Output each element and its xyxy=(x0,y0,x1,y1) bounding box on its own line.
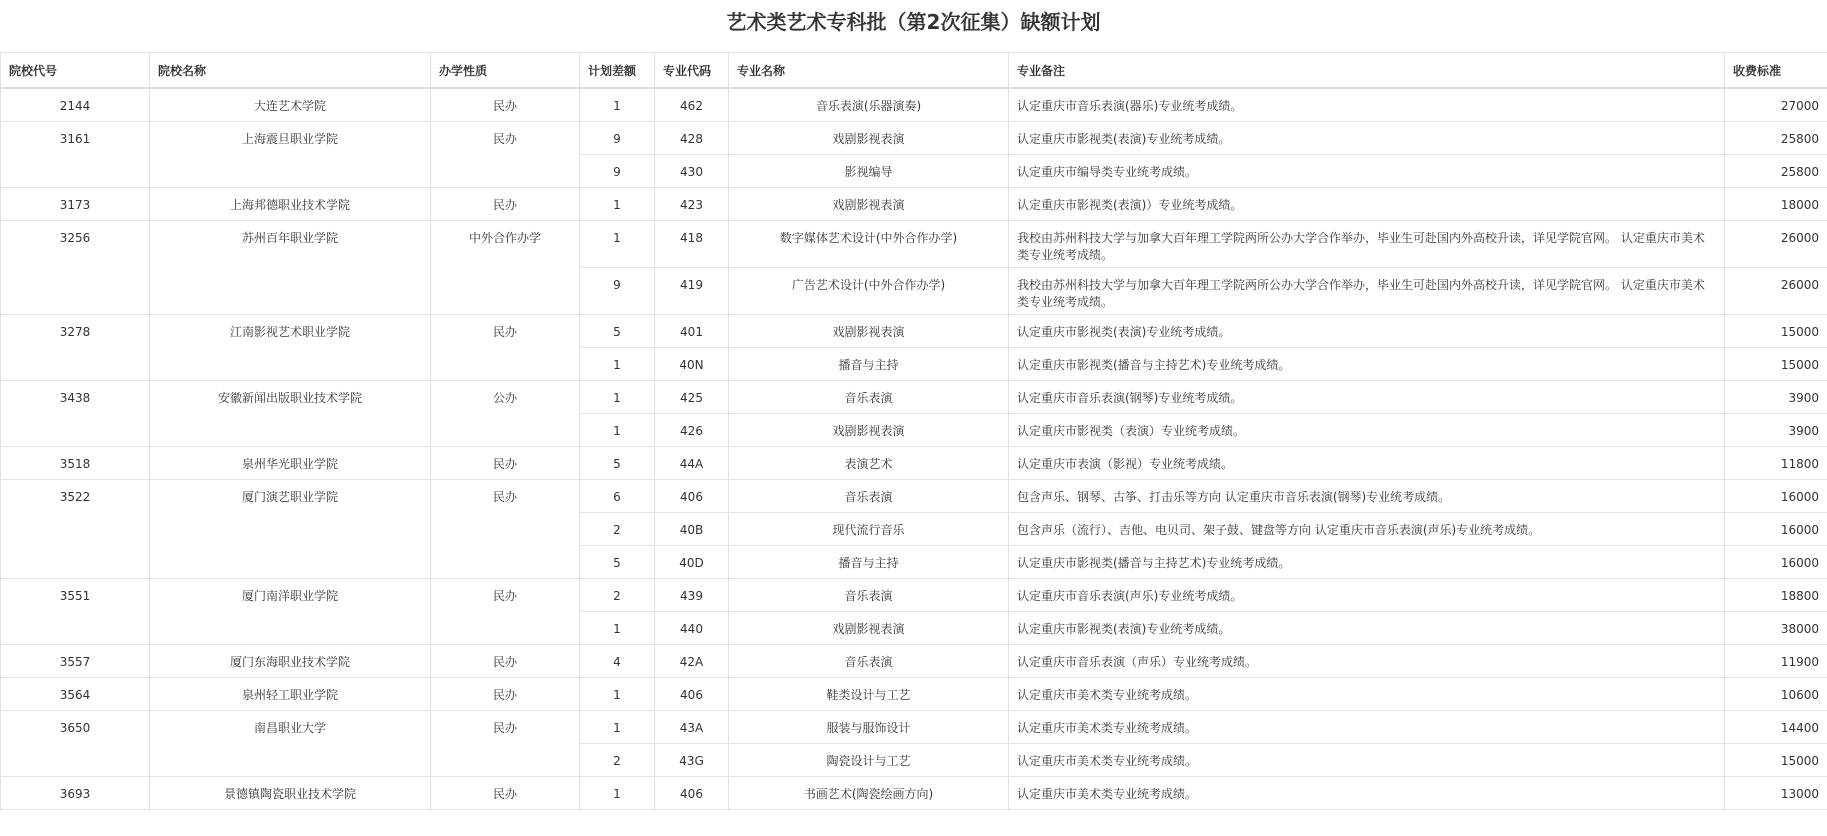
gap-cell: 5 xyxy=(580,446,655,479)
school-nature-cell: 民办 xyxy=(431,710,580,776)
school-nature-cell: 民办 xyxy=(431,677,580,710)
major-name-cell: 数字媒体艺术设计(中外合作办学) xyxy=(729,220,1009,267)
school-nature-cell: 民办 xyxy=(431,88,580,121)
major-name-cell: 戏剧影视表演 xyxy=(729,187,1009,220)
gap-cell: 1 xyxy=(580,88,655,121)
major-name-cell: 音乐表演 xyxy=(729,380,1009,413)
fee-cell: 10600 xyxy=(1725,677,1827,710)
gap-cell: 1 xyxy=(580,380,655,413)
table-row xyxy=(1,121,1827,154)
gap-cell: 9 xyxy=(580,267,655,314)
fee-cell: 15000 xyxy=(1725,743,1827,776)
note-cell: 认定重庆市影视类(表演)专业统考成绩。 xyxy=(1009,121,1725,154)
header-row xyxy=(1,53,1827,89)
table-row xyxy=(1,644,1827,677)
note-cell: 我校由苏州科技大学与加拿大百年理工学院两所公办大学合作举办，毕业生可赴国内外高校升读，详见学院官网。 认定重庆市美术类专业统考成绩。 xyxy=(1009,220,1725,267)
major-code-cell: 426 xyxy=(655,413,729,446)
school-code-cell: 3161 xyxy=(1,121,150,187)
table-row xyxy=(1,776,1827,809)
major-name-cell: 播音与主持 xyxy=(729,545,1009,578)
major-code-cell: 419 xyxy=(655,267,729,314)
fee-cell: 25800 xyxy=(1725,121,1827,154)
major-code-cell: 423 xyxy=(655,187,729,220)
school-nature-cell: 中外合作办学 xyxy=(431,220,580,314)
school-nature-cell: 民办 xyxy=(431,776,580,809)
note-cell: 认定重庆市美术类专业统考成绩。 xyxy=(1009,710,1725,743)
note-cell: 认定重庆市音乐表演（声乐）专业统考成绩。 xyxy=(1009,644,1725,677)
fee-cell: 16000 xyxy=(1725,545,1827,578)
gap-cell: 9 xyxy=(580,121,655,154)
fee-cell: 11800 xyxy=(1725,446,1827,479)
note-cell: 认定重庆市音乐表演(钢琴)专业统考成绩。 xyxy=(1009,380,1725,413)
table-row xyxy=(1,479,1827,512)
fee-cell: 16000 xyxy=(1725,512,1827,545)
major-name-cell: 戏剧影视表演 xyxy=(729,413,1009,446)
school-code-cell: 3256 xyxy=(1,220,150,314)
fee-cell: 26000 xyxy=(1725,267,1827,314)
major-name-cell: 广告艺术设计(中外合作办学) xyxy=(729,267,1009,314)
school-code-cell: 3693 xyxy=(1,776,150,809)
header-fee: 收费标准 xyxy=(1725,53,1827,89)
school-code-cell: 3278 xyxy=(1,314,150,380)
note-cell: 认定重庆市美术类专业统考成绩。 xyxy=(1009,743,1725,776)
note-cell: 认定重庆市编导类专业统考成绩。 xyxy=(1009,154,1725,187)
school-nature-cell: 民办 xyxy=(431,446,580,479)
note-cell: 包含声乐、钢琴、古筝、打击乐等方向 认定重庆市音乐表演(钢琴)专业统考成绩。 xyxy=(1009,479,1725,512)
major-code-cell: 406 xyxy=(655,479,729,512)
note-cell: 包含声乐（流行）、吉他、电贝司、架子鼓、键盘等方向 认定重庆市音乐表演(声乐)专业统考成绩。 xyxy=(1009,512,1725,545)
header-school-name: 院校名称 xyxy=(150,53,431,89)
gap-cell: 1 xyxy=(580,347,655,380)
fee-cell: 27000 xyxy=(1725,88,1827,121)
major-code-cell: 40N xyxy=(655,347,729,380)
fee-cell: 3900 xyxy=(1725,413,1827,446)
header-major-name: 专业名称 xyxy=(729,53,1009,89)
fee-cell: 15000 xyxy=(1725,347,1827,380)
school-name-cell: 南昌职业大学 xyxy=(150,710,431,776)
school-name-cell: 厦门南洋职业学院 xyxy=(150,578,431,644)
school-nature-cell: 民办 xyxy=(431,479,580,578)
school-nature-cell: 公办 xyxy=(431,380,580,446)
school-code-cell: 3518 xyxy=(1,446,150,479)
major-name-cell: 音乐表演 xyxy=(729,578,1009,611)
note-cell: 认定重庆市影视类(表演)专业统考成绩。 xyxy=(1009,314,1725,347)
table-row xyxy=(1,88,1827,121)
school-code-cell: 3650 xyxy=(1,710,150,776)
major-code-cell: 439 xyxy=(655,578,729,611)
fee-cell: 3900 xyxy=(1725,380,1827,413)
major-code-cell: 401 xyxy=(655,314,729,347)
school-name-cell: 上海震旦职业学院 xyxy=(150,121,431,187)
header-major-code: 专业代码 xyxy=(655,53,729,89)
table-row xyxy=(1,314,1827,347)
school-code-cell: 3438 xyxy=(1,380,150,446)
fee-cell: 38000 xyxy=(1725,611,1827,644)
major-code-cell: 40D xyxy=(655,545,729,578)
school-nature-cell: 民办 xyxy=(431,121,580,187)
major-code-cell: 43G xyxy=(655,743,729,776)
gap-cell: 2 xyxy=(580,578,655,611)
note-cell: 认定重庆市影视类(播音与主持艺术)专业统考成绩。 xyxy=(1009,545,1725,578)
fee-cell: 14400 xyxy=(1725,710,1827,743)
major-code-cell: 425 xyxy=(655,380,729,413)
major-name-cell: 音乐表演(乐器演奏) xyxy=(729,88,1009,121)
table-row xyxy=(1,380,1827,413)
gap-cell: 1 xyxy=(580,220,655,267)
gap-cell: 5 xyxy=(580,314,655,347)
fee-cell: 15000 xyxy=(1725,314,1827,347)
school-name-cell: 厦门演艺职业学院 xyxy=(150,479,431,578)
gap-cell: 1 xyxy=(580,710,655,743)
major-name-cell: 表演艺术 xyxy=(729,446,1009,479)
school-name-cell: 景德镇陶瓷职业技术学院 xyxy=(150,776,431,809)
page-title: 艺术类艺术专科批（第2次征集）缺额计划 xyxy=(726,10,1101,34)
note-cell: 认定重庆市音乐表演(器乐)专业统考成绩。 xyxy=(1009,88,1725,121)
fee-cell: 18000 xyxy=(1725,187,1827,220)
school-name-cell: 安徽新闻出版职业技术学院 xyxy=(150,380,431,446)
note-cell: 认定重庆市影视类(表演)）专业统考成绩。 xyxy=(1009,187,1725,220)
school-nature-cell: 民办 xyxy=(431,578,580,644)
major-code-cell: 418 xyxy=(655,220,729,267)
gap-cell: 1 xyxy=(580,413,655,446)
major-name-cell: 陶瓷设计与工艺 xyxy=(729,743,1009,776)
header-note: 专业备注 xyxy=(1009,53,1725,89)
school-nature-cell: 民办 xyxy=(431,644,580,677)
note-cell: 认定重庆市美术类专业统考成绩。 xyxy=(1009,677,1725,710)
table-row xyxy=(1,220,1827,267)
school-name-cell: 泉州华光职业学院 xyxy=(150,446,431,479)
table-row xyxy=(1,187,1827,220)
major-name-cell: 现代流行音乐 xyxy=(729,512,1009,545)
major-code-cell: 440 xyxy=(655,611,729,644)
fee-cell: 16000 xyxy=(1725,479,1827,512)
gap-cell: 1 xyxy=(580,187,655,220)
school-name-cell: 厦门东海职业技术学院 xyxy=(150,644,431,677)
school-code-cell: 3173 xyxy=(1,187,150,220)
gap-cell: 1 xyxy=(580,611,655,644)
plan-table xyxy=(0,52,1827,810)
major-code-cell: 44A xyxy=(655,446,729,479)
fee-cell: 18800 xyxy=(1725,578,1827,611)
major-name-cell: 影视编导 xyxy=(729,154,1009,187)
school-code-cell: 3557 xyxy=(1,644,150,677)
major-name-cell: 音乐表演 xyxy=(729,644,1009,677)
major-name-cell: 戏剧影视表演 xyxy=(729,121,1009,154)
note-cell: 认定重庆市影视类（表演）专业统考成绩。 xyxy=(1009,413,1725,446)
gap-cell: 2 xyxy=(580,512,655,545)
gap-cell: 1 xyxy=(580,677,655,710)
major-code-cell: 43A xyxy=(655,710,729,743)
major-code-cell: 406 xyxy=(655,776,729,809)
table-row xyxy=(1,446,1827,479)
gap-cell: 5 xyxy=(580,545,655,578)
school-name-cell: 江南影视艺术职业学院 xyxy=(150,314,431,380)
major-name-cell: 音乐表演 xyxy=(729,479,1009,512)
major-name-cell: 服装与服饰设计 xyxy=(729,710,1009,743)
fee-cell: 11900 xyxy=(1725,644,1827,677)
school-nature-cell: 民办 xyxy=(431,187,580,220)
note-cell: 认定重庆市影视类(表演)专业统考成绩。 xyxy=(1009,611,1725,644)
school-code-cell: 3551 xyxy=(1,578,150,644)
major-name-cell: 戏剧影视表演 xyxy=(729,611,1009,644)
gap-cell: 6 xyxy=(580,479,655,512)
major-code-cell: 42A xyxy=(655,644,729,677)
major-code-cell: 430 xyxy=(655,154,729,187)
gap-cell: 1 xyxy=(580,776,655,809)
school-code-cell: 3522 xyxy=(1,479,150,578)
major-name-cell: 播音与主持 xyxy=(729,347,1009,380)
header-school-code: 院校代号 xyxy=(1,53,150,89)
school-code-cell: 2144 xyxy=(1,88,150,121)
note-cell: 认定重庆市音乐表演(声乐)专业统考成绩。 xyxy=(1009,578,1725,611)
fee-cell: 26000 xyxy=(1725,220,1827,267)
table-row xyxy=(1,677,1827,710)
school-nature-cell: 民办 xyxy=(431,314,580,380)
major-code-cell: 40B xyxy=(655,512,729,545)
note-cell: 我校由苏州科技大学与加拿大百年理工学院两所公办大学合作举办，毕业生可赴国内外高校升读，详见学院官网。 认定重庆市美术类专业统考成绩。 xyxy=(1009,267,1725,314)
note-cell: 认定重庆市美术类专业统考成绩。 xyxy=(1009,776,1725,809)
major-name-cell: 鞋类设计与工艺 xyxy=(729,677,1009,710)
fee-cell: 25800 xyxy=(1725,154,1827,187)
school-name-cell: 上海邦德职业技术学院 xyxy=(150,187,431,220)
major-name-cell: 书画艺术(陶瓷绘画方向) xyxy=(729,776,1009,809)
fee-cell: 13000 xyxy=(1725,776,1827,809)
gap-cell: 4 xyxy=(580,644,655,677)
school-code-cell: 3564 xyxy=(1,677,150,710)
header-gap: 计划差额 xyxy=(580,53,655,89)
gap-cell: 9 xyxy=(580,154,655,187)
school-name-cell: 苏州百年职业学院 xyxy=(150,220,431,314)
major-name-cell: 戏剧影视表演 xyxy=(729,314,1009,347)
major-code-cell: 462 xyxy=(655,88,729,121)
major-code-cell: 428 xyxy=(655,121,729,154)
note-cell: 认定重庆市表演（影视）专业统考成绩。 xyxy=(1009,446,1725,479)
major-code-cell: 406 xyxy=(655,677,729,710)
header-nature: 办学性质 xyxy=(431,53,580,89)
school-name-cell: 大连艺术学院 xyxy=(150,88,431,121)
table-row xyxy=(1,578,1827,611)
gap-cell: 2 xyxy=(580,743,655,776)
note-cell: 认定重庆市影视类(播音与主持艺术)专业统考成绩。 xyxy=(1009,347,1725,380)
school-name-cell: 泉州轻工职业学院 xyxy=(150,677,431,710)
table-row xyxy=(1,710,1827,743)
